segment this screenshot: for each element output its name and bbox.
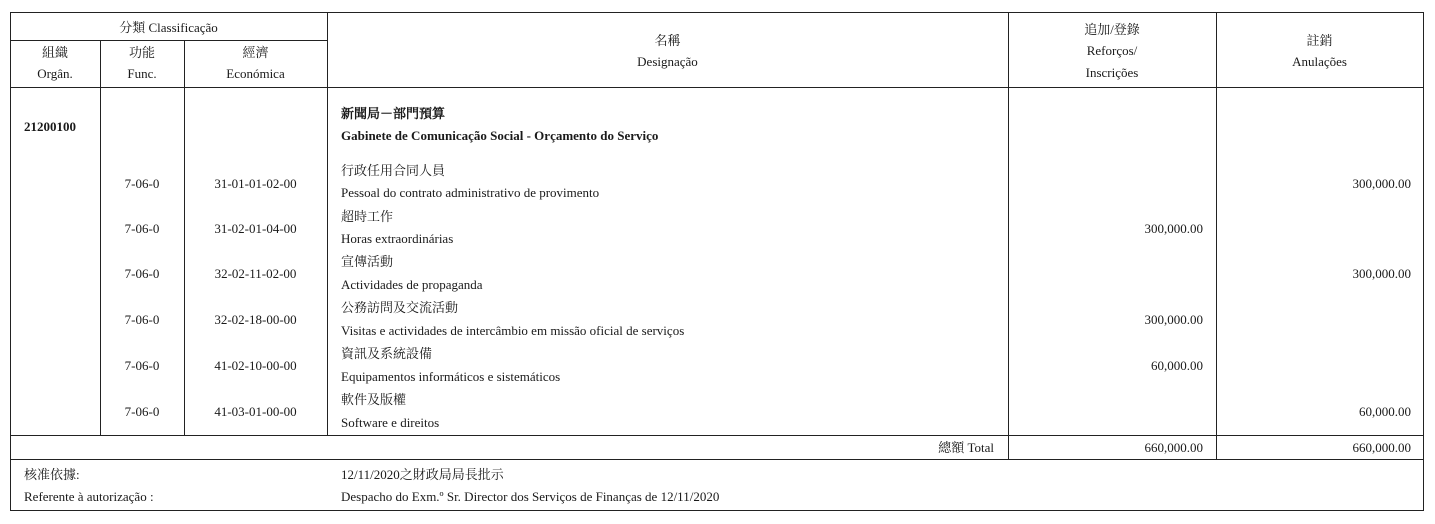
- reinforce-header-pt1: Reforços/: [1086, 43, 1138, 58]
- econ-header-pt: Económica: [226, 66, 285, 81]
- basis-label-pt: Referente à autorização :: [24, 489, 154, 504]
- classification-underline: [10, 40, 327, 41]
- row-reinforce: 300,000.00: [1144, 221, 1203, 236]
- row-econ: 41-02-10-00-00: [214, 358, 297, 373]
- basis-label-zh: 核准依據:: [24, 467, 80, 482]
- row-econ: 31-02-01-04-00: [214, 221, 297, 236]
- total-bottom-line: [10, 459, 1424, 460]
- row-cancel: 300,000.00: [1352, 266, 1411, 281]
- organ-header-pt: Orgân.: [37, 66, 73, 81]
- col-divider-func: [184, 40, 185, 436]
- row-designation-pt: Equipamentos informáticos e sistemáticos: [341, 369, 561, 384]
- row-designation-pt: Visitas e actividades de intercâmbio em missão oficial de serviços: [341, 323, 685, 338]
- border-top: [10, 12, 1424, 13]
- row-func: 7-06-0: [124, 176, 160, 191]
- row-cancel: 60,000.00: [1359, 404, 1411, 419]
- row-func: 7-06-0: [124, 312, 160, 327]
- col-divider-organ: [100, 40, 101, 436]
- row-func: 7-06-0: [124, 358, 160, 373]
- designation-header-zh: 名稱: [654, 33, 681, 48]
- section-title-pt: Gabinete de Comunicação Social - Orçamento do Serviço: [341, 128, 659, 143]
- total-cancel: 660,000.00: [1352, 440, 1411, 455]
- approval-pt: Despacho do Exm.º Sr. Director dos Serviços de Finanças de 12/11/2020: [341, 489, 720, 504]
- classification-header: 分類 Classificação: [119, 20, 218, 35]
- organ-header-zh: 組織: [41, 45, 68, 60]
- row-econ: 32-02-11-02-00: [214, 266, 297, 281]
- reinforce-header-zh: 追加/登錄: [1084, 22, 1140, 37]
- total-reinforce: 660,000.00: [1144, 440, 1203, 455]
- row-designation-pt: Horas extraordinárias: [341, 231, 454, 246]
- row-econ: 32-02-18-00-00: [214, 312, 297, 327]
- row-designation-zh: 行政任用合同人員: [341, 163, 446, 178]
- row-designation-zh: 資訊及系統設備: [341, 346, 433, 361]
- row-designation-pt: Actividades de propaganda: [341, 277, 483, 292]
- designation-header-pt: Designação: [637, 54, 698, 69]
- econ-header-zh: 經濟: [242, 45, 269, 60]
- col-divider-econ: [327, 12, 328, 436]
- header-bottom-line: [10, 87, 1424, 88]
- row-reinforce: 300,000.00: [1144, 312, 1203, 327]
- row-designation-zh: 軟件及版權: [341, 392, 407, 407]
- cancel-header-pt: Anulações: [1292, 54, 1347, 69]
- total-label: 總額 Total: [938, 440, 994, 455]
- border-bottom: [10, 510, 1424, 511]
- col-divider-cancel: [1216, 12, 1217, 460]
- row-designation-pt: Software e direitos: [341, 415, 440, 430]
- row-func: 7-06-0: [124, 266, 160, 281]
- row-func: 7-06-0: [124, 404, 160, 419]
- row-cancel: 300,000.00: [1352, 176, 1411, 191]
- border-left: [10, 12, 11, 511]
- row-designation-zh: 宣傳活動: [341, 254, 394, 269]
- func-header-zh: 功能: [128, 45, 155, 60]
- row-reinforce: 60,000.00: [1151, 358, 1203, 373]
- func-header-pt: Func.: [127, 66, 157, 81]
- reinforce-header-pt2: Inscrições: [1085, 65, 1139, 80]
- section-title-zh: 新聞局－部門預算: [341, 106, 446, 121]
- organ-code: 21200100: [24, 119, 76, 134]
- border-right: [1423, 12, 1424, 511]
- approval-zh: 12/11/2020之財政局局長批示: [341, 467, 504, 482]
- row-designation-pt: Pessoal do contrato administrativo de provimento: [341, 185, 600, 200]
- row-designation-zh: 超時工作: [341, 209, 394, 224]
- row-econ: 41-03-01-00-00: [214, 404, 297, 419]
- cancel-header-zh: 註銷: [1306, 33, 1333, 48]
- row-func: 7-06-0: [124, 221, 160, 236]
- total-top-line: [10, 435, 1424, 436]
- row-designation-zh: 公務訪問及交流活動: [341, 300, 459, 315]
- row-econ: 31-01-01-02-00: [214, 176, 297, 191]
